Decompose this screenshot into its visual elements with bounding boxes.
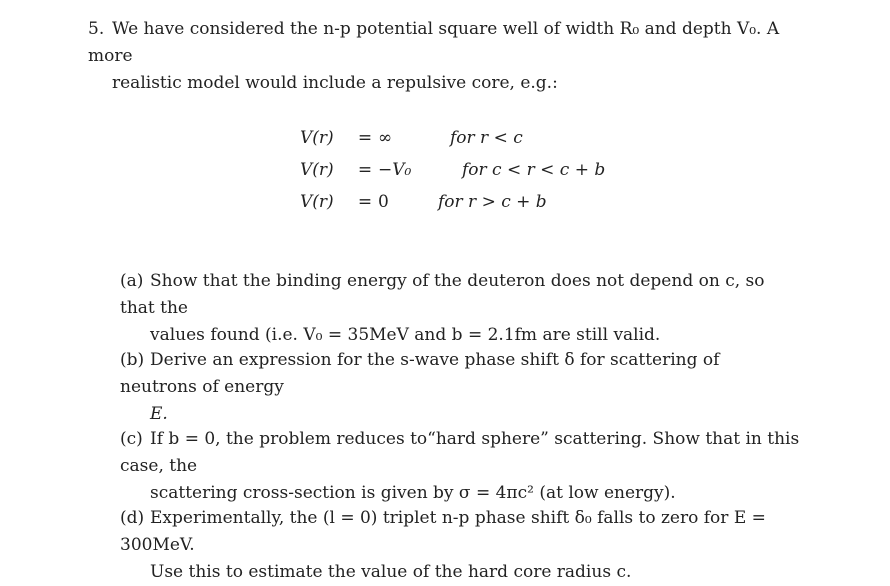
- equation-lhs: V(r): [300, 192, 334, 212]
- equation-row: [300, 122, 605, 154]
- equation-row: [300, 186, 605, 218]
- part-text-line-2: E.: [150, 404, 168, 424]
- equation-equals: =: [357, 160, 373, 180]
- equation-rhs: ∞: [378, 128, 393, 148]
- part-text-line-1: Derive an expression for the s-wave phase shift δ for scattering of neutrons of energy: [120, 350, 720, 397]
- part-text-line-2: values found (i.e. V₀ = 35MeV and b = 2.1fm are still valid.: [150, 325, 661, 345]
- part-label: (c): [120, 429, 143, 449]
- equation-lhs: V(r): [300, 160, 334, 180]
- part-c: [120, 426, 800, 507]
- equation-condition: for c < r < c + b: [462, 160, 606, 180]
- equation-row: [300, 154, 605, 186]
- part-b: [120, 347, 800, 428]
- equation-equals: =: [357, 128, 373, 148]
- part-a: [120, 268, 800, 349]
- potential-equations: [300, 122, 605, 218]
- problem-intro-line-2: realistic model would include a repulsive core, e.g.:: [112, 73, 558, 93]
- equation-rhs: −V₀: [378, 160, 412, 180]
- part-text-line-1: Show that the binding energy of the deuteron does not depend on c, so that the: [120, 271, 765, 318]
- part-label: (b): [120, 350, 145, 370]
- problem-statement: [88, 16, 800, 97]
- part-text-line-2: Use this to estimate the value of the hard core radius c.: [150, 562, 632, 582]
- part-d: [120, 505, 800, 586]
- part-text-line-1: If b = 0, the problem reduces to“hard sphere” scattering. Show that in this case, the: [120, 429, 800, 476]
- equation-condition: for r < c: [450, 128, 523, 148]
- problem-line-1: [88, 16, 800, 70]
- part-text-line-1: Experimentally, the (l = 0) triplet n-p phase shift δ₀ falls to zero for E = 300MeV.: [120, 508, 766, 555]
- equation-lhs: V(r): [300, 128, 334, 148]
- equation-rhs: 0: [378, 192, 389, 212]
- part-label: (d): [120, 508, 145, 528]
- equation-condition: for r > c + b: [438, 192, 547, 212]
- problem-number: 5.: [88, 19, 105, 39]
- problem-intro-line-1: We have considered the n-p potential square well of width R₀ and depth V₀. A more: [88, 19, 780, 66]
- part-text-line-2: scattering cross-section is given by σ = 4πc² (at low energy).: [150, 483, 676, 503]
- equation-equals: =: [357, 192, 373, 212]
- part-label: (a): [120, 271, 144, 291]
